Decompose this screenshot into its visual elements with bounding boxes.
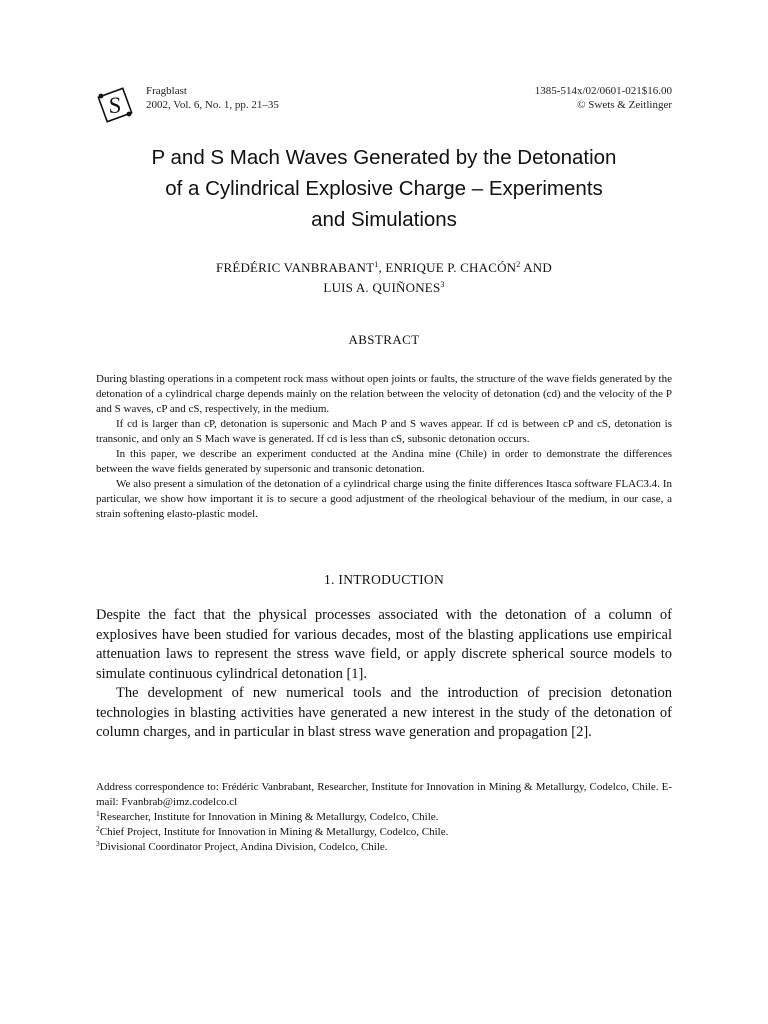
author-list: [86, 258, 682, 298]
journal-citation: 2002, Vol. 6, No. 1, pp. 21–35: [146, 99, 279, 111]
journal-name: Fragblast: [146, 85, 187, 97]
author-1-affiliation-mark: 1: [374, 260, 379, 269]
abstract-paragraph-1: During blasting operations in a competent rock mass without open joints or faults, the structure of the wave fields generated by the detonation of a cylindrical charge depends mainly on the relation between the velocity of detonation (cd) and the velocity of the P and S waves, cP and cS, respectively, in the medium.: [96, 373, 672, 415]
abstract-heading: ABSTRACT: [348, 332, 420, 347]
journal-info: [146, 84, 279, 112]
author-line-1: [86, 258, 682, 278]
publisher-info: [535, 84, 672, 112]
abstract-body: [96, 372, 672, 522]
footnote-1-text: Researcher, Institute for Innovation in Mining & Metallurgy, Codelco, Chile.: [99, 811, 439, 823]
footnote-2-mark: 2: [96, 824, 100, 833]
introduction-heading: 1. INTRODUCTION: [324, 572, 444, 587]
paper-title: [86, 142, 682, 235]
author-3-affiliation-mark: 3: [440, 280, 445, 289]
footnote-3-text: Divisional Coordinator Project, Andina Division, Codelco, Chile.: [99, 841, 388, 853]
footnotes: [96, 780, 672, 855]
author-3-name: LUIS A. QUIÑONES: [323, 280, 441, 295]
abstract-paragraph-4: We also present a simulation of the detonation of a cylindrical charge using the finite differences Itasca software FLAC3.4. In particular, we show how important it is to secure a good adjustment of the rheological behaviour of the medium, in our case, a strain softening elasto-plastic model.: [96, 478, 672, 520]
abstract-paragraph-2: If cd is larger than cP, detonation is supersonic and Mach P and S waves appear. If cd is between cP and cS, detonation is transonic, and only an S Mach wave is generated. If cd is less than cS, subsonic detonation occurs.: [96, 418, 672, 445]
introduction-paragraph-1: Despite the fact that the physical processes associated with the detonation of a column of explosives have been studied for various decades, most of the blasting applications use empirical attenuation laws to represent the stress wave field, or apply discrete spherical source models to simulate continuous cylindrical detonation [1].: [96, 607, 672, 682]
publisher-logo-letter: S: [108, 93, 122, 118]
publisher-logo-graphic: [94, 84, 136, 126]
footnote-3: [96, 840, 672, 855]
author-2-affiliation-mark: 2: [516, 260, 521, 269]
footnote-3-mark: 3: [96, 839, 100, 848]
author-line-2: [86, 278, 682, 298]
correspondence-note: Address correspondence to: Frédéric Vanbrabant, Researcher, Institute for Innovation in Mining & Metallurgy, Codelco, Chile. E-mail: Fvanbrab@imz.codelco.cl: [96, 781, 672, 808]
author-2-name: ENRIQUE P. CHACÓN: [385, 260, 517, 275]
publisher-logo: [94, 84, 136, 126]
introduction-paragraph-2: The development of new numerical tools and the introduction of precision detonation technologies in blasting activities have generated a new interest in the study of the detonation of column charges, and in particular in blast stress wave generation and propagation [2].: [96, 685, 672, 740]
title-line-2: of a Cylindrical Explosive Charge – Experiments: [165, 177, 603, 200]
title-line-1: P and S Mach Waves Generated by the Detonation: [151, 146, 617, 169]
author-conjunction: AND: [520, 260, 552, 275]
footnote-1-mark: 1: [96, 809, 100, 818]
title-line-3: and Simulations: [311, 208, 457, 231]
abstract-paragraph-3: In this paper, we describe an experiment conducted at the Andina mine (Chile) in order to demonstrate the differences between the wave fields generated by supersonic and transonic detonation.: [96, 448, 672, 475]
issn-price: 1385-514x/02/0601-021$16.00: [534, 85, 672, 97]
footnote-2-text: Chief Project, Institute for Innovation in Mining & Metallurgy, Codelco, Chile.: [99, 826, 449, 838]
copyright-notice: © Swets & Zeitlinger: [577, 99, 672, 111]
footnote-1: [96, 810, 672, 825]
author-1-name: FRÉDÉRIC VANBRABANT: [216, 260, 375, 275]
introduction-body: [96, 606, 672, 743]
author-separator: ,: [378, 260, 386, 275]
footnote-2: [96, 825, 672, 840]
